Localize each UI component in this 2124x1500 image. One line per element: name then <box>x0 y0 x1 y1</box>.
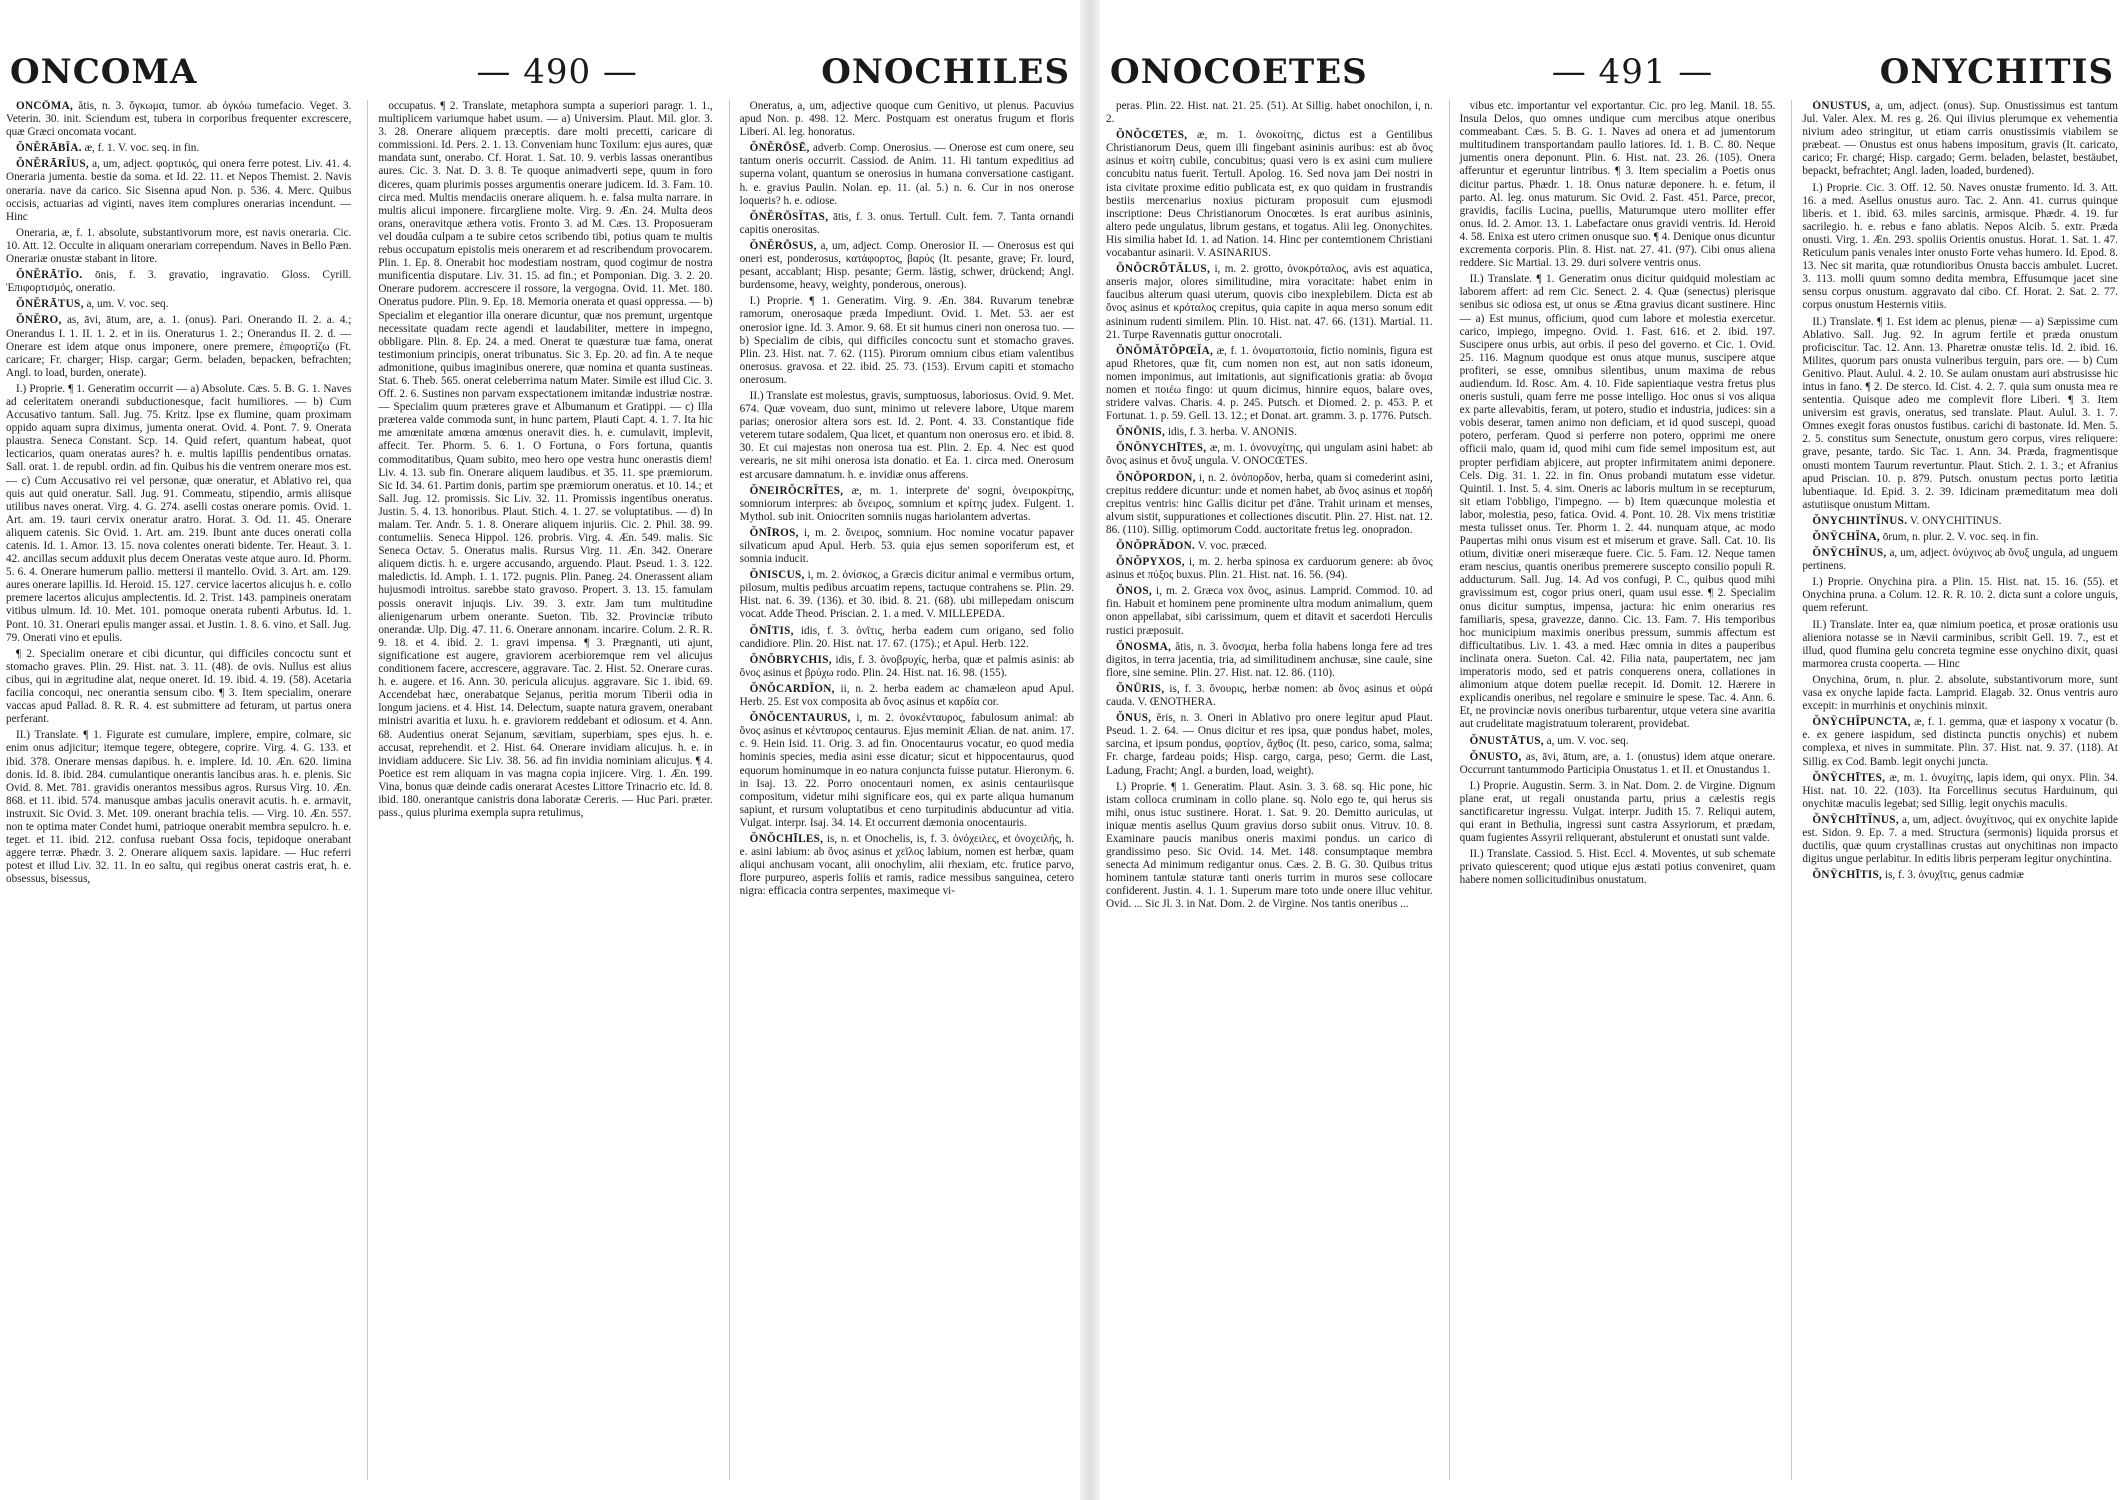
entry-text: ¶ 2. Specialim onerare et cibi dicuntur, qui difficiles concoctu sunt et stomacho graves. Plin. 29. Hist. nat. 3. 11. (48). de ovis. Nullus est alius cibus, qui in ægritudine alat, neque oneret. Id. 19. ibid. 4. 19. (58). Acetaria facilia concoqui, nec onerantia sensum cibo. ¶ 3. Item specialim, onerare vaccas apud Pallad. 8. R. R. 4. est submittere ad feturam, ut partus onera perferant. <box>6 647 352 726</box>
dictionary-entry <box>740 833 1074 898</box>
dictionary-entry <box>6 100 351 139</box>
dictionary-entry <box>740 654 1074 680</box>
entry-headword: ŎNĔRĀRĬUS, <box>16 158 89 171</box>
entry-headword: ONCŌMA, <box>16 100 74 112</box>
entry-text: V. ONYCHITINUS. <box>1909 514 2002 527</box>
entry-text: idis, f. 3. ὀνοβρυχίς, herba, quæ et palmis asinis: ab ὄνος asinus et βρύχω rodo. Plin. 24. Hist. nat. 16. 98. (155). <box>739 653 1074 679</box>
dictionary-entry <box>1106 556 1433 582</box>
entry-text: ătis, n. 3. ὄνοσμα, herba folia habens longa fere ad tres digitos, in terra jacentia, tria, ad similitudinem anchusæ, sine caule, sine flore, sine semine. Plin. 27. Hist. nat. 12. 86. (110). <box>1106 640 1433 679</box>
entry-text: ii, n. 2. herba eadem ac chamæleon apud Apul. Herb. 25. Est vox composita ab ὄνος asinus et καρδία cor. <box>739 682 1074 709</box>
entry-text: is, f. 3. ὄνουρις, herbæ nomen: ab ὄνος asinus et οὐρά cauda. V. ŒNOTHERA. <box>1106 682 1433 709</box>
entry-text: a, um, adject. φορτικός, qui onera ferre potest. Liv. 41. 4. Onerariа jumenta. bestie da soma. et Id. 22. 11. et Nepos Themist. 2. Navis oneraria. nave da carico. Sic Sisenna apud Non. p. 536. 4. Merc. Quibus occisis, actuarias ad viginti, naves item complures onerarias incendunt. — Hinc <box>6 158 352 223</box>
entry-text: ĕris, n. 3. Oneri in Ablativo pro onere legitur apud Plaut. Pseud. 1. 2. 64. — Onus dicitur et res ipsa, quæ pondus habet, moles, sarcina, et ipsum pondus, φορτίον, ἄχθος (It. peso, carico, soma, salma; Fr. charge, fardeau poids; Hisp. cargo, carga, peso; Germ. die Last, Ladung, Fracht; Angl. a burden, load, weight). <box>1106 712 1433 777</box>
entry-text: vibus etc. importantur vel exportantur. Cic. pro leg. Manil. 18. 55. Insula Delos, quo omnes undique cum mercibus atque oneribus commeabant. Cæs. 5. B. G. 1. Naves ad onera et ad jumentorum multitudinem transportandam paullo latiores. Id. 1. B. C. 80. Neque jumentis onera deponunt. Plin. 6. Hist. nat. 23. 26. (105). Onera afferuntur et egeruntur lintribus. ¶ 3. Item specialim a Poetis onus dicitur partus. Phædr. 1. 18. Onus naturæ deponere. h. e. fetum, il parto. Al. leg. onus maturum. Sic Ovid. 2. Fast. 451. Parce, precor, gravidis, facilis Lucina, puellis, Maturumque utero molliter effer onus. Id. 2. Amor. 13. 1. Labefactare onus gravidi ventris. Id. Heroid 4. 58. Enixa est utero crimen onusque suo. ¶ 4. Denique onus dicuntur excrementa corporis. Plin. 8. Hist. nat. 27. 41. (97). Cibi onus aliena reddere. Sic Martial. 13. 29. duri solvere ventris onus. <box>1459 100 1776 270</box>
entry-text: I.) Proprie. ¶ 1. Generatim. Plaut. Asin. 3. 3. 68. sq. Hic pone, hic istam colloca cruminam in collo plane. sq. Nolo ego te, qui herus sis mihi, onus istuc sustinere. Horat. 1. Sat. 9. 20. Demitto auriculas, ut iniquæ mentis asellus Quum gravius dorso subiit onus. Vitruv. 10. 8. Examinare paucis manibus oneris maximi pondus. un carico di grandissimo peso. Sic Ovid. 14. Met. 148. consumptaque membra senecta Ad minimum redigantur onus. Cæs. 2. B. G. 30. Quibus tritus hominem tantulæ staturæ tanti oneris turrim in muros sese collocare confiderent. Justin. 4. 1. 1. Superum mare toto unde onere illuc vehitur. Ovid. ... Sic Jl. 3. in Nat. Dom. 2. de Virgine. Nos tantis oneribus ... <box>1106 780 1433 911</box>
entry-headword: ŎNŎCENTAURUS, <box>749 712 851 725</box>
dictionary-entry <box>1802 619 2118 671</box>
dictionary-entry <box>1106 345 1433 424</box>
entry-text: II.) Translate. ¶ 1. Est idem ac plenus, pienæ — a) Sæpissime cum Ablativo. Sall. Jug. 92. In agrum fertile et præda onustum proficiscitur. Tac. 12. Ann. 13. Pharetræ onustæ telis. Id. 2. ibid. 16. Milites, quorum pars onusta vulneribus terguin, pars ore. — b) Cum Genitivo. Plaut. Aulul. 4. 2. 10. Se aulam onustam auri abstrusisse hic intus in fano. ¶ 2. De sterco. Id. Cist. 4. 2. 7. quia sum onusta mea re sententia. Quisque adeo me complevit flore Liberi. ¶ 3. Item universim est gravis, oneratus, sed translate. Plaut. Aulul. 3. 1. 7. Omnes exegit foras onustos fustibus. carichi di bastonate. Id. Men. 5. 2. 5. constitus sum Senectute, onustum gero corpus, vires reliquere: grave, pesante, tardo. Sic Tac. 1. Ann. 34. Præda, fragmentisque onusti montem Taurum revertuntur. Plaut. Stich. 2. 1. 3.; et Afranius apud Priscian. 10. p. 879. Putsch. onustum pectus porto lætitia lubentiaque. Id. Epid. 3. 2. 39. Idicinam præmeditatum mea doli astutiisque onustum Mittam. <box>1802 315 2118 511</box>
entry-text: as, āvi, ātum, are, a. 1. (onustus) idem atque onerare. Occurrunt tantummodo Participia Onustatus 1. et II. et Onustandus 1. <box>1459 750 1776 776</box>
entry-text: idis, f. 3. herba. V. ANONIS. <box>1167 426 1298 439</box>
entry-headword: ŎNŌNIS, <box>1116 426 1166 439</box>
dictionary-entry <box>1460 780 1776 845</box>
entry-headword: ŎNOSMA, <box>1116 640 1172 653</box>
dictionary-entry <box>6 142 351 155</box>
dictionary-entry <box>6 314 351 379</box>
entry-headword: ŎNUSTĀTUS, <box>1469 734 1544 747</box>
running-head <box>10 52 1070 92</box>
head-left-word: ONOCOETES <box>1110 52 1368 92</box>
dictionary-entry <box>378 100 712 820</box>
entry-headword: ŎNĔRŌSUS, <box>749 239 817 252</box>
entry-text: æ, m. 1. ὀνοκοίτης, dictus est a Gentilibus Christianorum Deus, quem illi fingebant asininis auribus: est ab ὄνος asinus et κοίτη cubile, concubitus; quasi vero is ex asini cum muliere concubitu natus fuerit. Tertull. Apolog. 16. Sed nova jam Dei nostri in ista civitate proxime editio publicata est, ex quo quidam in frustrandis bestiis mercenarius noxius picturam proposuit cum ejusmodi inscriptione: Deus Christianorum Onocœtes. Is erat auribus asininis, altero pede ungulatus, librum gestans, et togatus. Alii leg. Ononychites. His similia habet Id. 1. ad Nation. 14. Hinc per contemtionem Christiani vocabantur asinarii. V. ASINARIUS. <box>1106 129 1433 260</box>
entry-text: II.) Translate est molestus, gravis, sumptuosus, laboriosus. Ovid. 9. Met. 674. Quæ voveam, duo sunt, minimo ut relevere labore, Utque marem parias; onerosior altera sors est. Id. 2. Pont. 4. 33. Constantique fide veterem tutare sodalem, Qua licet, et quantum non onerosus ero. et ibid. 8. 30. Et cui majestas non onerosa tua est. Plin. 2. Ep. 4. Nec est quod verearis, ne sit mihi onerosa ista donatio. et Ea. 1. circa med. Onerosum est arcusare damnatum. h. e. invidiæ onus afferens. <box>739 389 1074 481</box>
entry-headword: ŎNUS, <box>1116 712 1152 725</box>
entry-text: i, m. 2. ὀνοκένταυρος, fabulosum animal: ab ὄνος asinus et κένταυρος centaurus. Ejus meminit Ælian. de nat. anim. 17. c. 9. Hein Isid. 11. Orig. 3. ad fin. Onocentaurus vocatur, eo quod media hominis species, media asini esse dicatur; sicut et hippocentaurus, quod equorum hominumque in eo natura conjuncta fuisse putatur. Hieronym. 6. in Isaj. 13. 22. Porro onocentauri nomen, ex asinis centauriisque compositum, videtur mihi significare eos, qui ex parte aliqua humanum sapiunt, et rursum voluptatibus et ceno turpitudinis abducuntur ad vitia. Vulgat. interpr. Isaj. 34. 14. Et occurrent dæmonia onocentauris. <box>739 712 1074 829</box>
dictionary-entry <box>740 295 1074 387</box>
entry-headword: ŎNŸCHĪTĬNUS, <box>1812 813 1899 826</box>
dictionary-entry <box>1802 869 2118 882</box>
entry-text: I.) Proprie. Augustin. Serm. 3. in Nat. Dom. 2. de Virgine. Dignum plane erat, ut regali onustanda partu, prius a cælestis regis sanctificaretur ingressu. Vulgat. interpr. Judith 15. 7. Reliqui autem, qui erant in Bethulia, ingressi sunt castra Assyriorum, et prædam, quam fugientes Assyrii reliquerant, abstulerunt et onustati sunt valde. <box>1459 779 1776 845</box>
dictionary-entry <box>6 158 351 223</box>
entry-text: as, āvi, ātum, are, a. 1. (onus). Pari. Onerando II. 2. a. 4.; Onerandus I. 1. II. 1. 2. et in iis. Oneraturus 1. 2.; Onerandus II. 2. d. — Onerare est idem atque onus imponere, onere premere, ἐπιφορτίζω (Ft. caricare; Fr. charger; Hisp. cargar; Germ. beladen, bepacken, befrachten; Angl. to load, burden, onerate). <box>6 314 352 379</box>
entry-text: i, m. 2. herba spinosa ex carduorum genere: ab ὄνος asinus et πύξος buxus. Plin. 21. Hist. nat. 16. 56. (94). <box>1106 556 1433 582</box>
book-gutter <box>1080 0 1100 1500</box>
entry-text: is, f. 3. ὀνυχῖτις, genus cadmiæ <box>1884 869 2024 882</box>
entry-text: ōnis, f. 3. gravatio, ingravatio. Gloss. Cyrill. Ἐπιφορτισμός, oneratio. <box>6 269 352 295</box>
column-3 <box>1791 100 2118 1480</box>
entry-text: i, m. 2. grotto, ὀνοκρόταλος, avis est aquatica, anseris major, olores similitudine, mira voracitate: habet enim in faucibus alterum quasi uterum, quovis cibo inexplebilem. Dicta est ab ὄνος asinus et κρόταλος crepitus, quia capite in aqua merso sonum edit asininum rudenti similem. Plin. 10. Hist. nat. 47. 66. (131). Martial. 11. 21. Turpe Ravennatis guttur onocrotali. <box>1106 263 1433 341</box>
running-head <box>1110 52 2114 92</box>
dictionary-entry <box>1802 716 2118 768</box>
dictionary-entry <box>1802 316 2118 512</box>
entry-headword: ŎNŸCHĬNUS, <box>1812 547 1887 560</box>
entry-headword: ŎNŎPYXOS, <box>1116 556 1185 569</box>
column-1 <box>1106 100 1433 1480</box>
entry-text: II.) Translate. ¶ 1. Generatim onus dicitur quidquid molestiam ac laborem affert: ad rem Cic. Senect. 2. 4. Quæ (senectus) plerisque senibus sic odiosa est, ut onus se Ætna gravius dicant sustinere. Hinc — a) Est munus, officium, quod cum labore et molestia exercetur. carico, impiego, impegno. Ovid. 1. Fast. 616. et 2. ibid. 197. Suscipere onus urbis, aut orbis. il peso del governo. et Cic. 1. Ovid. 25. 116. Magnum quodque est onus atque munus, suscipere atque profiteri, se esse, omnibus silentibus, unum maxima de rebus audiendum. Id. Rosc. Am. 4. 10. Fide sapientiaque vestra fretus plus oneris sustuli, quam ferre me posse intelligo. Hoc onus si vos aliqua ex parte allevabitis, feram, ut potero, studio et industria, judices: sin a vobis deserar, tamen animo non deficiam, et id quod suscepi, quoad potero, perferam. Quod si perferre non potero, opprimi me onere officii malo, quam id, quod mihi cum fide semel impositum est, aut propter perfidiam abjicere, aut propter infirmitatem animi deponere. Cels. Dig. 31. 1. 22. in fin. Onus probandi mutatum esse videtur. Quintil. 1. Inst. 5. 4. sim. Oneris ac laboris multum in se recepturum, sit etiam l'obbligo, l'impegno. — b) Item quæcunque molestia et labor, molestia, peso, fatica. Ovid. 4. Pont. 10. 28. Vix mens tristitiæ mesta tulisset onus. Ter. Phorm 1. 2. 44. nunquam atque, ac modo Paupertas mihi onus visum est et miserum et grave. Sall. Cat. 10. Iis otium, divitiæ oneri miseræque fuere. Cic. 5. Fam. 12. Neque tamen eram nescius, quantis oneribus premerere suscepto consilio populi R. adducturum. Sall. Jug. 14. Ad vos confugi, P. C., quibus quod mihi gravissimum est, cogor prius oneri, quam usui esse. ¶ 2. Specialim onus dicitur sumptus, impensa, jactura: hic enim onerarius res familiaris, spesa, gravezze, danno. Cic. 13. Fam. 7. His temporibus hoc municipium maximis oneribus pressum, summis affectum est difficultatibus. Liv. 1. 43. a med. Hæc omnia in dites a pauperibus inclinata onera. Sueton. Cal. 42. Filia nata, paupertatem, nec jam imperatoris modo, sed et patris conquerens onera, collationes in alimonium atque dotem puellæ recepit. Id. Domit. 12. Hærere in explicandis oneribus, nel regolare e sminuire le spese. Tac. 4. Ann. 6. Et, ne provinciæ novis oneribus turbarentur, utque vetera sine avaritia aut crudelitate magistratuum tolerarent, providebat. <box>1459 273 1776 731</box>
dictionary-entry <box>6 648 351 727</box>
entry-text: ătis, n. 3. ὄγκωμα, tumor. ab ὀγκόω tumefacio. Veget. 3. Veterin. 30. init. Sciendum est, tubera in corporibus frequenter excrescere, quæ Græci oncomata vocant. <box>6 100 352 139</box>
dictionary-entry <box>1460 100 1776 270</box>
entry-text: occupatus. ¶ 2. Translate, metaphora sumpta a superiori paragr. 1. 1., multiplicem variumque habet usum. — a) Universim. Plaut. Mil. glor. 3. 3. 28. Onerare aliquem præceptis. dare molti precetti, caricare di commissioni. Id. Pers. 2. 1. 13. Conveniam hunc Toxilum: ejus aures, quæ mandata sunt, onerabo. Cf. Horat. 1. Sat. 10. 9. verbis lassas onerantibus aures. Cic. 3. Nat. D. 3. 8. Te quoque animadverti sepe, quum in foro diceres, quam plurimis posses argumentis onerare judicem. Id. 3. Fam. 10. circa med. Multis mendaciis onerare aliquem. h. e. falsa multa narrare. in multis alicui imponere. fircargliene molte. Virg. 9. Æn. 24. Multa deos orans, oneravitque æthera votis. Fronto 3. ad M. Cæs. 13. Proposueram vel doudâa culpam a te subire cetos scribendo tibi, potius quam te multis rebus occupatum epistolis meis onerarem et ad rescribendum provocarem. Plin. 1. Ep. 8. Onerabit hoc modestiam nostram, quod cogimur de nostra munificentia disputare. Liv. 31. 15. ad fin.; et Pomponian. Dig. 3. 2. 20. Onerare pudorem. accrescere il rossore, la vergogna. Ovid. 11. Met. 180. Oneratus pudore. Plin. 9. Ep. 18. Memoria onerata et quasi oppressa. — b) Specialim et elegantior illa onerare dicuntur, quæ nos premunt, urgentque necessitate quadam recte agendi et laudabiliter, mettere in impegno, obbligare. Plin. 8. Ep. 24. a med. Onerat te quæsturæ tuæ fama, onerat testimonium principis, onerat tribunatus. Sic 3. Ep. 20. ad fin. A te neque admonitione, quibus imaginibus onerere, quæ nomina et quanta sustineas. Stat. 6. Theb. 565. onerat celeberrima natum Mater. Simile est illud Cic. 3. Off. 2. 6. Sustines non parvam exspectationem imitandæ industriæ nostræ. — Specialim quum præteres grave et Albumanum et Gratippi. — c) Illa præterea valde commoda sunt, in hunc partem, Plauti Capt. 4. 1. 7. Ita hic me amœnitate amœna amœnus oneravit dies. h. e. cumulavit, implevit, affecit. Ter. Phorm. 5. 6. 1. O Fortuna, o Fors fortuna, quantis commoditatibus, Quam subito, meo hero ope vestra hunc onerastis diem! Liv. 4. 13. sub fin. Onerare aliquem laudibus. et 35. 11. spe præmiorum. Sic Id. 34. 61. Partim donis, partim spe præmiorum oneratus. et 10. 14.; et Sall. Jug. 12. promissis. Sic Liv. 32. 11. Promissis ingentibus oneratus. Justin. 5. 4. 13. honoribus. Plaut. Stich. 4. 1. 27. se voluptatibus. — d) In malam. Ter. Andr. 5. 1. 8. Onerare aliquem injuriis. Cic. 2. Phil. 38. 99. contumeliis. Seneca Hippol. 126. probris. Virg. 4. Æn. 549. malis. Sic Seneca Octav. 5. Oneratus malis. Rursus Virg. 11. Æn. 342. Onerare aliquem dictis. h. e. urgere accusando, arguendo. Plaut. Pseud. 1. 3. 122. maledictis. Id. Amph. 1. 1. 172. pugnis. Plin. Paneg. 24. Onerassent aliam hujusmodi introitus. sarebbe stato gravoso. Propert. 3. 13. 15. famulam possis oneravit injuqis. Liv. 39. 3. extr. Jam tum multitudine alienigenarum urbem onerante. Sueton. Tib. 32. Provinciæ tributo onerandæ. Ulp. Dig. 47. 11. 6. Onerare annonam. incarire. Colum. 2. R. R. 9. 18. et 4. ibid. 2. 1. gravi impensa. ¶ 3. Prægnanti, uti ajunt, significatione est augere, graviorem acerbioremque rem vel alicujus conditionem facere, accrescere, aggravare. Tac. 2. Hist. 52. Onerare curas. h. e. augere. et 16. Ann. 30. pericula alicujus. aggravare. Sic 1. ibid. 69. Accendebat hæc, onerabatque Sejanus, peritia morum Tiberii odia in longum jaciens. et 4. Hist. 14. Delectum, suapte natura gravem, onerabant ministri avaritia et luxu. h. e. graviorem reddebant et odiosum. et 4. Ann. 68. Audentius onerat Sejanum, sævitiam, superbiam, spes ejus. h. e. accusat, reprehendit. et 2. Hist. 64. Onerare invidiam alicujus. h. e. in invidiam adducere. Sic Liv. 38. 56. ad fin invidia nominiam alicujus. ¶ 4. Poetice est rem aliquam in vas magna copia injicere. Virg. 1. Æn. 199. Vina, bonus quæ deinde cadis onerarat Acestes Littore Trinacrio etc. Id. 8. ibid. 180. onerantque canistris dona laboratæ Cereris. — Huc Pari. præter. pass., quius plurima exempla supra retulimus, <box>378 100 713 820</box>
entry-headword: ŎNŎCRŎTĂLUS, <box>1116 263 1211 276</box>
entry-text: a, um, adject. (onus). Sup. Onustissimus est tantum Jul. Valer. Alex. M. res g. 26. Qui ilivius plerumque ex vehementia nivium adeo stringitur, ut etiam carris onustissimis viabilem se præbeat. — Onustus est onus habens impositum, gravis (It. caricato, carico; Fr. chargé; Hisp. cargado; Germ. beladen, belastet, bestäubet, bepackt, befrachtet; Angl. laden, loaded, burdened). <box>1802 100 2118 178</box>
entry-headword: ŎNŸCHĪTIS, <box>1812 869 1883 882</box>
entry-text: i, m. 2. Græca vox ὄνος, asinus. Lamprid. Commod. 10. ad fin. Habuit et hominem pene prominente ultra modum animalium, quem onon appellabat, sibi carissimum, quem et ditavit et sacerdoti Herculis rustici præposuit. <box>1106 585 1433 637</box>
entry-headword: ŎNŎBRYCHIS, <box>749 653 832 666</box>
right-page <box>1100 0 2124 1500</box>
dictionary-entry <box>1106 442 1433 468</box>
entry-text: Oneraria, æ, f. 1. absolute, substantivorum more, est navis oneraria. Cic. 10. Att. 12. Occulte in aliquam onerariam corrependum. Naves in Bello Pæn. Onerariæ onustæ stabant in litore. <box>6 226 352 266</box>
entry-text: I.) Proprie. Onychina pira. a Plin. 15. Hist. nat. 15. 16. (55). et Onychina pruna. a Colum. 12. R. R. 10. 2. dicta sunt a colore unguis, quem referunt. <box>1802 576 2118 615</box>
dictionary-entry <box>1106 712 1433 777</box>
entry-text: i, m. 2. ὄνειρος, somnium. Hoc nomine vocatur papaver silvaticum apud Apul. Herb. 53. quia ejus semen soporiferum est, et somnia inducit. <box>739 526 1074 566</box>
entry-headword: ŎNĔRO, <box>16 314 62 327</box>
dictionary-entry <box>740 100 1074 139</box>
dictionary-entry <box>1460 751 1776 777</box>
dictionary-entry <box>740 527 1074 566</box>
entry-headword: ŎNĪROS, <box>749 526 799 539</box>
entry-headword: ŎNUSTUS, <box>1812 100 1871 112</box>
entry-headword: ŎNŎMĂTŎPŒĬA, <box>1116 344 1214 357</box>
entry-headword: ŎNĔRŌSĒ, <box>749 142 810 155</box>
dictionary-entry <box>740 712 1074 830</box>
dictionary-entry <box>1802 814 2118 866</box>
entry-headword: ŎNŎCARDĬON, <box>749 682 835 695</box>
entry-text: II.) Translate. Inter ea, quæ nimium poetica, et prosæ orationis usu alieniora notasse se in Nævii carminibus, scribit Gell. 19. 7., est et illud, quod flumina gelu concreta tegmine esse onychino dixit, quasi marmorea crusta cooperta. — Hinc <box>1802 618 2118 670</box>
dictionary-entry <box>740 390 1074 482</box>
dictionary-entry <box>1106 129 1433 260</box>
column-grid <box>6 100 1074 1480</box>
dictionary-entry <box>740 569 1074 621</box>
entry-text: ātis, f. 3. onus. Tertull. Cult. fem. 7. Tanta ornandi capitis onerositas. <box>739 210 1074 236</box>
dictionary-entry <box>6 729 351 886</box>
entry-headword: ŎNŸCHĪTES, <box>1812 771 1886 784</box>
dictionary-entry <box>1460 735 1776 748</box>
head-right-word: ONYCHITIS <box>1879 52 2114 92</box>
dictionary-entry <box>740 240 1074 292</box>
entry-text: I.) Proprie. ¶ 1. Generatim occurrit — a) Absolute. Cæs. 5. B. G. 1. Naves ad celeritatem onerandi subductionesque, facit humiliores. — b) Cum Accusativo tantum. Sall. Jug. 75. Kritz. Ipse ex flumine, quam proximam oppido aquam supra diximus, jumenta onerat. Ovid. 4. Pont. 7. 9. Onerata plaustra. Seneca Constant. Scp. 14. Quid refert, quantum habeat, quot lecticarios, quam oneratas aures? h. e. multis lapillis pendentibus ornatas. Sall. orat. 1. de republ. ordin. ad fin. Quibus his die ventrem onerare mos est. — c) Cum Accusativo rei vel personæ, quæ oneratur, et Ablativo rei, qua quis aut quid oneratur. Sall. Jug. 91. Commeatu, stipendio, armis aliisque utilibus naves onerat. Virg. 4. G. 274. aselli costas onerare pomis. Ovid. 1. Art. am. 19. tauri cervix oneratur aratro. Horat. 3. Od. 11. 45. Onerare aliquem catenis. Sic Ovid. 1. Art. am. 219. Ibunt ante duces onerati colla catenis. Id. 1. Amor. 13. 15. nova colentes onerati bidente. Ter. Heaut. 3. 1. 42. ancillas secum adduxit plus decem Oneratas veste atque auro. Id. Phorm. 5. 6. 4. Onerare humerum pallio. mettersi il mantello. Ovid. 3. Art. am. 129. aures onerare lapillis. Id. Heroid. 15. 127. cervice lacertos alicujus h. e. collo premere lacertos alicujus amplectentis. Id. 2. Trist. 143. pampineis oneratam vitibus ulmum. Id. 10. Met. 101. pomoque onerata rubenti Arbutus. Id. 1. Pont. 10. 31. Onerari epulis manger assai. et Justin. 1. 8. 6. vino. et Sall. Jug. 79. Onerati vino et epulis. <box>6 382 352 644</box>
dictionary-entry <box>740 625 1074 651</box>
dictionary-entry <box>6 227 351 266</box>
entry-text: i, n. 2. ὀνόπορδον, herba, quam si comederint asini, crepitus reddere dicuntur: unde et nomen habet, ab ὄνος asinus et πορδή crepitus ventris: hinc Gallis dicitur pet d'âne. Trahit urinam et menses, alvum sistit, suppurationes et collectiones discutit. Plin. 27. Hist. nat. 12. 86. (110). Sillig. optimorum Codd. auctoritate fretus leg. onopradon. <box>1106 471 1433 536</box>
column-grid <box>1106 100 2118 1480</box>
dictionary-entry <box>6 383 351 645</box>
entry-text: peras. Plin. 22. Hist. nat. 21. 25. (51). At Sillig. habet onochilon, i, n. 2. <box>1106 100 1433 126</box>
column-2 <box>1449 100 1776 1480</box>
entry-text: æ, f. 1. V. voc. seq. in fin. <box>84 142 200 155</box>
entry-headword: ŎNŎPRĂDON. <box>1116 540 1196 552</box>
page-number: — 491 — <box>1551 52 1714 92</box>
entry-headword: ŎNŸCHĬNA, <box>1812 531 1880 543</box>
entry-text: i, m. 2. ὀνίσκος, a Græcis dicitur animal e vermibus ortum, pilosum, multis pedibus arcuatim repens, tactuque contrahens se. Plin. 29. Hist. nat. 6. 39. (136). et 30. ibid. 8. 21. (68). ubi millepedam oniscum vocat. Adde Theod. Priscian. 2. 1. a med. V. MILLEPEDA. <box>739 569 1074 621</box>
entry-text: a, um, adject. ὀνυχίτινος, qui ex onychite lapide est. Sidon. 9. Ep. 7. a med. Structura (sermonis) liquida prorsus et ductilis, quæ quum crystallinas crustas aut onychitinas non impacto digitus ungue perlabitur. In editis libris perperam legitur onychintina. <box>1802 813 2118 866</box>
entry-text: Onychina, ōrum, n. plur. 2. absolute, substantivorum more, sunt vasa ex onyche lapide facta. Lamprid. Elagab. 32. Onus ventris auro excepit: in murrhinis et onychinis minxit. <box>1802 673 2118 713</box>
page-number: — 490 — <box>476 52 638 92</box>
dictionary-entry <box>6 269 351 295</box>
entry-headword: ŎNŪRIS, <box>1116 682 1165 695</box>
entry-text: V. voc. præced. <box>1197 540 1267 552</box>
dictionary-entry <box>1106 472 1433 537</box>
dictionary-entry <box>1106 426 1433 439</box>
entry-headword: ŎNŎPORDON, <box>1116 471 1196 484</box>
dictionary-entry <box>1802 182 2118 313</box>
column-2 <box>367 100 712 1480</box>
dictionary-entry <box>1106 540 1433 553</box>
entry-headword: ŎNĔRĀTUS, <box>16 298 84 311</box>
dictionary-entry <box>1106 263 1433 342</box>
entry-headword: ŎNŎNYCHĪTES, <box>1116 442 1207 455</box>
entry-text: Oneratus, a, um, adjective quoque cum Genitivo, ut plenus. Pacuvius apud Non. p. 498. 12. Merc. Postquam est oneratus frugum et floris Liberi. Al. leg. honoratus. <box>739 100 1074 139</box>
dictionary-entry <box>1802 515 2118 528</box>
entry-text: æ, f. 1. gemma, quæ et iaspony x vocatur (b. e. ex genere iaspidum, sed distincta punctis onychis) et nubem complexa, et nives in summitate. Plin. 37. Hist. nat. 9. 37. (118). At Sillig. ex Cod. Bamb. legit onychi juncta. <box>1802 716 2118 768</box>
dictionary-entry <box>740 485 1074 524</box>
dictionary-entry <box>1802 531 2118 544</box>
entry-headword: ŎNŎCHĪLES, <box>749 832 824 845</box>
head-left-word: ONCOMA <box>10 52 198 92</box>
entry-headword: ŎNISCUS, <box>749 569 805 582</box>
entry-headword: ŎNĔRĀBĬA. <box>16 142 82 155</box>
entry-text: is, n. et Onochelis, is, f. 3. ὀνόχειλες, et ὀνοχειλής, h. e. asini labium: ab ὄνος asinus et χεῖλος labium, nomen est herbæ, quam aliqui anchusam vocant, alii onochylim, alii rhexiam, etc. frutice parvo, flore purpureo, asperis foliis et ramis, radice messibus sanguinea, cetero nigra: efficacia contra serpentes, maximeque vi- <box>739 832 1074 898</box>
entry-text: adverb. Comp. Onerosius. — Onerose est cum onere, seu tantum oneris occurrit. Cassiod. de Anim. 11. Hi tantum expeditius ad superna volant, quantum se onerosius in humana conversatione castigant. h. e. gravius Paulin. Nolan. ep. 11. (al. 5.) n. 6. Cur in nos onerose loqueris? h. e. odiose. <box>739 142 1074 207</box>
dictionary-entry <box>1460 848 1776 887</box>
dictionary-entry <box>1802 576 2118 615</box>
dictionary-entry <box>740 211 1074 237</box>
entry-text: I.) Proprie. ¶ 1. Generatim. Virg. 9. Æn. 384. Ruvarum tenebræ ramorum, onerosaque præda Impediunt. Ovid. 1. Met. 53. aer est onerosior igne. Id. 3. Amor. 9. 68. Et sit humus cineri non onerosa tuo. — b) Specialim de cibis, qui difficiles concoctu sunt et stomacho graves. Plin. 23. Hist. nat. 7. 62. (115). Pirorum omnium cibus etiam valentibus onerosus. gravosa. et 22. ibid. 25. 73. (153). Ervum capiti et stomacho onerosum. <box>739 295 1074 386</box>
entry-headword: ŎNĪTIS, <box>749 624 794 637</box>
entry-text: a, um. V. voc. seq. <box>86 298 169 311</box>
column-1 <box>6 100 351 1480</box>
entry-headword: ŎNŎCŒTES, <box>1116 129 1188 142</box>
dictionary-entry <box>1802 772 2118 811</box>
head-right-word: ONOCHILES <box>821 52 1070 92</box>
entry-text: a, um, adject. ὀνύχινος ab ὄνυξ ungula, ad unguem pertinens. <box>1802 547 2118 573</box>
dictionary-entry <box>1802 547 2118 573</box>
entry-text: I.) Proprie. Cic. 3. Off. 12. 50. Naves onustæ frumento. Id. 3. Att. 16. a med. Asellus onustus auro. Tac. 2. Ann. 41. currus quinque liberis. et 1. ibid. 63. miles sarcinis, armisque. Phædr. 4. 19. fur sacrilegio. h. e. rebus e fano ablatis. Nepos Alcib. 5. extr. Præda onusti. Virg. 1. Æn. 293. spoliis Orientis onustus. Horat. 1. Sat. 1. 47. Reticulum panis venales inter onusto Forte vehas humero. Id. Epod. 8. 13. Nec sit marita, quæ rotundioribus Onusta baccis ambulet. Lucret. 3. 113. molli quum somno dedita membra, Effusumque jacet sine sensu corpus onustum. aggravato dal cibo. Cf. Horat. 2. Sat. 2. 77. corpus onustum Hesternis vitiis. <box>1802 181 2118 312</box>
entry-headword: ŎNOS, <box>1116 585 1153 598</box>
dictionary-entry <box>1106 641 1433 680</box>
entry-text: a, um. V. voc. seq. <box>1546 734 1629 747</box>
entry-text: II.) Translate. Cassiod. 5. Hist. Eccl. 4. Moventes, ut sub schemate privato quiescerent; quod utique ejus æstati potius conveniret, quam habere nomen sollicitudinibus onustatum. <box>1459 848 1776 887</box>
dictionary-entry <box>1106 100 1433 126</box>
dictionary-entry <box>740 683 1074 709</box>
dictionary-entry <box>6 298 351 311</box>
entry-headword: ŎNYCHINTĬNUS. <box>1812 514 1908 527</box>
dictionary-entry <box>1802 674 2118 713</box>
dictionary-entry <box>1106 781 1433 912</box>
dictionary-entry <box>740 142 1074 207</box>
entry-text: idis, f. 3. ὀνῖτις, herba eadem cum origano, sed folio candidiore. Plin. 20. Hist. nat. 17. 67. (175).; et Apul. Herb. 122. <box>739 624 1074 650</box>
entry-headword: ŎNUSTO, <box>1469 750 1522 763</box>
entry-headword: ŎNĔRĀTĬO. <box>16 269 83 282</box>
entry-text: æ, m. 1. ὀνονυχίτης, qui ungulam asini habet: ab ὄνος asinus et ὄνυξ ungula. V. ONOCŒTES. <box>1106 442 1433 468</box>
dictionary-entry <box>1460 273 1776 731</box>
entry-text: æ, f. 1. ὀνοματοποιία, fictio nominis, figura est apud Rhetores, quæ fit, cum nomen non est, aut non satis idoneum, nomen imponimus, aut imitationis, aut significationis gratia: ab ὄνομα nomen et ποιέω fingo: ut quum dicimus, hinnire equos, balare oves, stridere valvas. Charis. 4. p. 245. Putsch. et Diomed. 2. p. 453. P. et Fortunat. 1. p. 59. Gell. 13. 12.; et Donat. art. gramm. 3. p. 1776. Putsch. <box>1106 344 1433 423</box>
entry-headword: ŎNĔRŌSĬTAS, <box>749 210 829 223</box>
dictionary-entry <box>1106 585 1433 637</box>
dictionary-entry <box>1802 100 2118 179</box>
entry-text: II.) Translate. ¶ 1. Figurate est cumulare, implere, empire, colmare, sic enim onus adjicitur; itemque tegere, obtegere, coprire. Virg. 4. G. 133. et ibid. 378. Onerare mensas dapibus. h. e. implere. Id. 10. Æn. 620. limina donis. Id. 8. ibid. 284. cumulantique onerantis lancibus aras. h. e. plenis. Sic Ovid. 8. Met. 781. gravidis onerantos messibus agros. Rursus Virg. 10. Æn. 868. et 11. ibid. 574. manusque ambas jaculis oneravit acutis. h. e. armavit, instruxit. Sic Ovid. 3. Met. 109. onerant brachia telis. — Virg. 10. Æn. 557. non te optima mater Condet humi, patrioque onerabit membra sepulcro. h. e. teget. et 11. ibid. 212. confusa ruebant Ossa focis, tepidoque onerabant aggere terræ. Phædr. 3. 2. Onerare aliquem saxis. lapidare. — Huc referri potest et illud Liv. 32. 11. In eo saltu, qui regibus onerat castris erat, h. e. obsessus, bisessus, <box>6 729 352 886</box>
dictionary-entry <box>1106 683 1433 709</box>
entry-text: a, um, adject. Comp. Onerosior II. — Onerosus est qui oneri est, ponderosus, κατάφορτος, βαρύς (It. pesante, grave; Fr. lourd, pesant, accablant; Hisp. pesante; Germ. lästig, schwer, drückend; Angl. burdensome, heavy, weighty, ponderous, onerous). <box>739 239 1074 292</box>
column-3 <box>729 100 1074 1480</box>
entry-text: æ, m. 1. ὀνυχίτης, lapis idem, qui onyx. Plin. 34. Hist. nat. 10. 22. (103). Ita Forcellinus secutus Harduinum, qui onychitæ maculis legebat; sed Sillig. legit onychis maculis. <box>1802 771 2118 810</box>
entry-text: ōrum, n. plur. 2. V. voc. seq. in fin. <box>1882 531 2039 543</box>
entry-text: æ, m. 1. interprete de' sogni, ὀνειροκρίτης, somniorum interpres: ab ὄνειρος, somnium et κρίτης judex. Fulgent. 1. Mythol. sub init. Oniocriten somniis nugas hariolantem advertas. <box>739 484 1074 523</box>
entry-headword: ŎNŸCHĬPUNCTA, <box>1812 716 1911 729</box>
entry-headword: ŎNEIRŎCRĬTES, <box>749 484 844 497</box>
